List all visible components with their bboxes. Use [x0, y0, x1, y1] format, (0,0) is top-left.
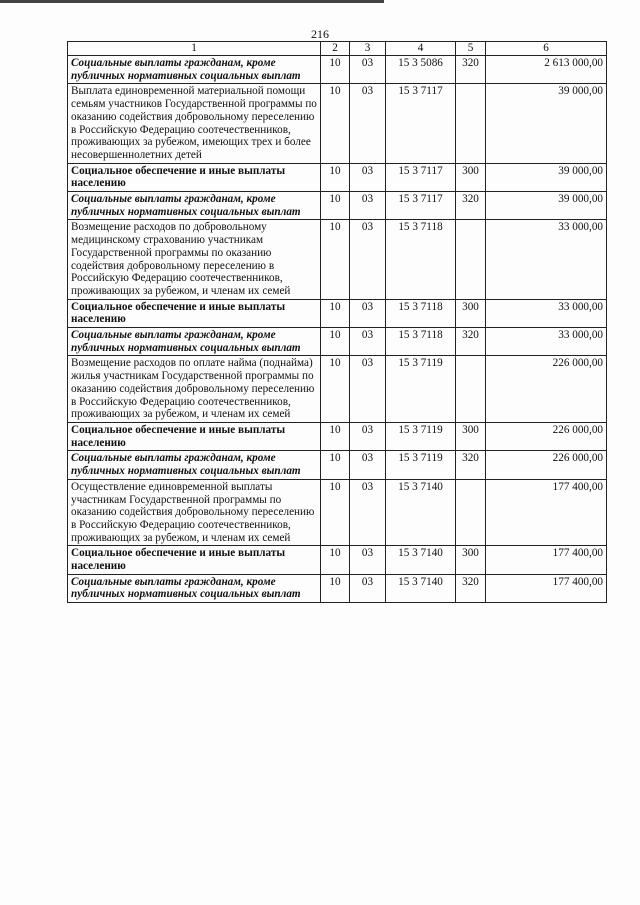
amount-cell: 33 000,00	[486, 328, 607, 356]
target-article-cell: 15 3 7119	[386, 451, 456, 479]
section-code-cell: 10	[321, 56, 350, 84]
subsection-code-cell: 03	[350, 451, 386, 479]
expense-type-cell: 320	[456, 192, 486, 220]
table-row	[68, 479, 607, 546]
expense-type-cell: 320	[456, 451, 486, 479]
item-name-cell: Социальные выплаты гражданам, кроме публичных нормативных социальных выплат	[68, 328, 321, 356]
section-code-cell: 10	[321, 546, 350, 574]
item-name-cell: Социальные выплаты гражданам, кроме публичных нормативных социальных выплат	[68, 192, 321, 220]
table-row	[68, 220, 607, 299]
expense-type-cell	[456, 84, 486, 163]
target-article-cell: 15 3 7140	[386, 479, 456, 546]
target-article-cell: 15 3 7118	[386, 299, 456, 327]
target-article-cell: 15 3 7118	[386, 220, 456, 299]
section-code-cell: 10	[321, 422, 350, 450]
expense-type-cell	[456, 479, 486, 546]
expense-type-cell: 300	[456, 163, 486, 191]
amount-cell: 177 400,00	[486, 546, 607, 574]
amount-cell: 226 000,00	[486, 356, 607, 423]
target-article-cell: 15 3 7140	[386, 546, 456, 574]
table-row	[68, 422, 607, 450]
item-name-cell: Социальное обеспечение и иные выплаты населению	[68, 299, 321, 327]
target-article-cell: 15 3 7119	[386, 422, 456, 450]
item-name-cell: Осуществление единовременной выплаты участникам Государственной программы по оказанию содействия добровольному переселению в Российскую Федерацию соотечественников, проживающих за рубежом, и членам их семей	[68, 479, 321, 546]
table-row	[68, 163, 607, 191]
header-col-1: 1	[68, 42, 321, 56]
section-code-cell: 10	[321, 451, 350, 479]
expense-type-cell: 320	[456, 574, 486, 602]
target-article-cell: 15 3 7140	[386, 574, 456, 602]
amount-cell: 39 000,00	[486, 192, 607, 220]
subsection-code-cell: 03	[350, 422, 386, 450]
subsection-code-cell: 03	[350, 328, 386, 356]
item-name-cell: Социальное обеспечение и иные выплаты населению	[68, 546, 321, 574]
item-name-cell: Возмещение расходов по добровольному медицинскому страхованию участникам Государственной программы по оказанию содействия добровольному переселению в Российскую Федерацию соотечественников, проживающих за рубежом, и членам их семей	[68, 220, 321, 299]
subsection-code-cell: 03	[350, 479, 386, 546]
header-col-4: 4	[386, 42, 456, 56]
expense-type-cell: 320	[456, 56, 486, 84]
amount-cell: 33 000,00	[486, 220, 607, 299]
table-row	[68, 84, 607, 163]
scan-edge-mark	[0, 0, 640, 3]
expense-type-cell: 320	[456, 328, 486, 356]
budget-table	[67, 41, 607, 603]
section-code-cell: 10	[321, 84, 350, 163]
item-name-cell: Социальное обеспечение и иные выплаты населению	[68, 163, 321, 191]
item-name-cell: Выплата единовременной материальной помощи семьям участников Государственной программы по оказанию содействия добровольному переселению в Российскую Федерацию соотечественников, проживающих за рубежом, имеющих трех и более несовершеннолетних детей	[68, 84, 321, 163]
table-row	[68, 56, 607, 84]
header-col-5: 5	[456, 42, 486, 56]
expense-type-cell	[456, 220, 486, 299]
section-code-cell: 10	[321, 574, 350, 602]
expense-type-cell	[456, 356, 486, 423]
section-code-cell: 10	[321, 356, 350, 423]
subsection-code-cell: 03	[350, 56, 386, 84]
target-article-cell: 15 3 7119	[386, 356, 456, 423]
amount-cell: 33 000,00	[486, 299, 607, 327]
expense-type-cell: 300	[456, 422, 486, 450]
section-code-cell: 10	[321, 479, 350, 546]
subsection-code-cell: 03	[350, 299, 386, 327]
table-row	[68, 356, 607, 423]
expense-type-cell: 300	[456, 546, 486, 574]
item-name-cell: Социальное обеспечение и иные выплаты населению	[68, 422, 321, 450]
header-col-6: 6	[486, 42, 607, 56]
target-article-cell: 15 3 7117	[386, 84, 456, 163]
table-body	[68, 56, 607, 603]
target-article-cell: 15 3 7117	[386, 192, 456, 220]
subsection-code-cell: 03	[350, 192, 386, 220]
section-code-cell: 10	[321, 328, 350, 356]
item-name-cell: Возмещение расходов по оплате найма (поднайма) жилья участникам Государственной программы по оказанию содействия добровольному переселению в Российскую Федерацию соотечественников, проживающих за рубежом, и членам их семей	[68, 356, 321, 423]
amount-cell: 226 000,00	[486, 422, 607, 450]
page-number: 216	[311, 27, 329, 41]
table-header-row	[68, 42, 607, 56]
amount-cell: 177 400,00	[486, 574, 607, 602]
subsection-code-cell: 03	[350, 546, 386, 574]
item-name-cell: Социальные выплаты гражданам, кроме публичных нормативных социальных выплат	[68, 574, 321, 602]
amount-cell: 39 000,00	[486, 163, 607, 191]
subsection-code-cell: 03	[350, 84, 386, 163]
table-row	[68, 546, 607, 574]
table-row	[68, 299, 607, 327]
section-code-cell: 10	[321, 220, 350, 299]
table-row	[68, 451, 607, 479]
header-col-2: 2	[321, 42, 350, 56]
item-name-cell: Социальные выплаты гражданам, кроме публичных нормативных социальных выплат	[68, 451, 321, 479]
header-col-3: 3	[350, 42, 386, 56]
subsection-code-cell: 03	[350, 163, 386, 191]
table-row	[68, 192, 607, 220]
amount-cell: 177 400,00	[486, 479, 607, 546]
amount-cell: 39 000,00	[486, 84, 607, 163]
subsection-code-cell: 03	[350, 574, 386, 602]
item-name-cell: Социальные выплаты гражданам, кроме публичных нормативных социальных выплат	[68, 56, 321, 84]
section-code-cell: 10	[321, 192, 350, 220]
subsection-code-cell: 03	[350, 356, 386, 423]
target-article-cell: 15 3 5086	[386, 56, 456, 84]
amount-cell: 2 613 000,00	[486, 56, 607, 84]
amount-cell: 226 000,00	[486, 451, 607, 479]
section-code-cell: 10	[321, 163, 350, 191]
expense-type-cell: 300	[456, 299, 486, 327]
subsection-code-cell: 03	[350, 220, 386, 299]
target-article-cell: 15 3 7117	[386, 163, 456, 191]
section-code-cell: 10	[321, 299, 350, 327]
table-row	[68, 328, 607, 356]
target-article-cell: 15 3 7118	[386, 328, 456, 356]
table-row	[68, 574, 607, 602]
